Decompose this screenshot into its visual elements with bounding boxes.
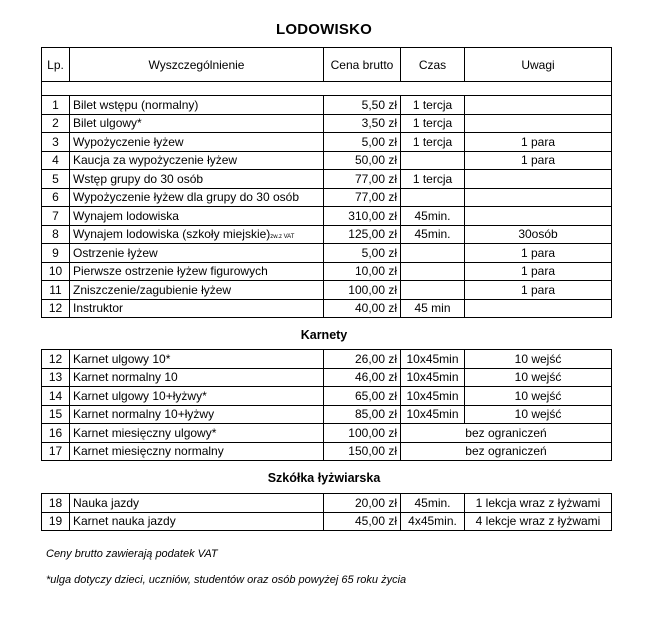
- time-cell: 1 tercja: [401, 96, 465, 115]
- price-cell: 3,50 zł: [324, 114, 401, 133]
- item-name: [70, 170, 324, 189]
- time-cell: [401, 262, 465, 281]
- item-label: Wypożyczenie łyżew dla grupy do 30 osób: [73, 190, 300, 205]
- header-price: Cena brutto: [324, 48, 401, 82]
- item-label: Pierwsze ostrzenie łyżew figurowych: [73, 264, 268, 279]
- table-row: [42, 133, 612, 152]
- notes-cell: 10 wejść: [465, 405, 612, 424]
- item-name: [70, 133, 324, 152]
- time-cell: [401, 244, 465, 263]
- price-cell: 10,00 zł: [324, 262, 401, 281]
- time-cell: [401, 281, 465, 300]
- price-cell: 85,00 zł: [324, 405, 401, 424]
- item-name: Karnet nauka jazdy: [70, 512, 324, 531]
- time-cell: 4x45min.: [401, 512, 465, 531]
- table-row: [42, 262, 612, 281]
- item-name: [70, 96, 324, 115]
- price-cell: 20,00 zł: [324, 494, 401, 513]
- item-name: [70, 207, 324, 226]
- header-notes: Uwagi: [465, 48, 612, 82]
- item-label: Wstęp grupy do 30 osób: [73, 171, 204, 186]
- table-row: [42, 244, 612, 263]
- row-number: 2: [42, 114, 70, 133]
- row-number: 3: [42, 133, 70, 152]
- notes-cell: [465, 299, 612, 318]
- row-number: 16: [42, 424, 70, 443]
- price-cell: 100,00 zł: [324, 281, 401, 300]
- price-table-school: [41, 493, 612, 531]
- item-label: Instruktor: [73, 301, 124, 316]
- section-title-school: Szkółka łyżwiarska: [267, 471, 381, 485]
- price-cell: 5,00 zł: [324, 133, 401, 152]
- notes-cell: 1 para: [465, 281, 612, 300]
- footnote-vat: Ceny brutto zawierają podatek VAT: [46, 548, 218, 560]
- row-number: 18: [42, 494, 70, 513]
- row-number: 17: [42, 442, 70, 461]
- item-name: Nauka jazdy: [70, 494, 324, 513]
- spacer-row: [42, 82, 612, 96]
- price-cell: 46,00 zł: [324, 368, 401, 387]
- notes-cell: [465, 188, 612, 207]
- notes-cell: 1 para: [465, 244, 612, 263]
- notes-cell: [465, 207, 612, 226]
- row-number: 13: [42, 368, 70, 387]
- notes-cell: 10 wejść: [465, 368, 612, 387]
- row-number: 8: [42, 225, 70, 244]
- notes-cell: [465, 114, 612, 133]
- row-number: 9: [42, 244, 70, 263]
- row-number: 6: [42, 188, 70, 207]
- time-cell: 45 min: [401, 299, 465, 318]
- item-name: [70, 151, 324, 170]
- time-cell: 45min.: [401, 225, 465, 244]
- item-label: Zniszczenie/zagubienie łyżew: [73, 282, 232, 297]
- item-name: Karnet ulgowy 10+łyżwy*: [70, 387, 324, 406]
- item-name: [70, 262, 324, 281]
- table-row: [42, 387, 612, 406]
- item-label: Wypożyczenie łyżew: [73, 134, 184, 149]
- time-cell: 1 tercja: [401, 170, 465, 189]
- notes-cell: 4 lekcje wraz z łyżwami: [465, 512, 612, 531]
- time-cell: 45min.: [401, 494, 465, 513]
- price-cell: 100,00 zł: [324, 424, 401, 443]
- row-number: 11: [42, 281, 70, 300]
- notes-cell: 1 para: [465, 262, 612, 281]
- price-cell: 65,00 zł: [324, 387, 401, 406]
- table-row: [42, 368, 612, 387]
- time-cell: [401, 188, 465, 207]
- table-row: [42, 170, 612, 189]
- table-row: [42, 114, 612, 133]
- notes-cell: bez ograniczeń: [401, 442, 612, 461]
- table-row: [42, 405, 612, 424]
- price-cell: 310,00 zł: [324, 207, 401, 226]
- header-lp: Lp.: [42, 48, 70, 82]
- table-row: [42, 424, 612, 443]
- vat-exempt-note: zw.z VAT: [270, 234, 295, 241]
- row-number: 1: [42, 96, 70, 115]
- table-row: [42, 281, 612, 300]
- table-row: [42, 188, 612, 207]
- item-label: Ostrzenie łyżew: [73, 245, 158, 260]
- notes-cell: 1 para: [465, 151, 612, 170]
- row-number: 12: [42, 350, 70, 369]
- item-name: [70, 244, 324, 263]
- item-name: [70, 281, 324, 300]
- item-label: Wynajem lodowiska: [73, 208, 179, 223]
- notes-cell: 10 wejść: [465, 350, 612, 369]
- notes-cell: [465, 96, 612, 115]
- row-number: 14: [42, 387, 70, 406]
- header-item: Wyszczególnienie: [70, 48, 324, 82]
- row-number: 19: [42, 512, 70, 531]
- footnote-discount: *ulga dotyczy dzieci, uczniów, studentów oraz osób powyżej 65 roku życia: [46, 574, 407, 586]
- time-cell: 10x45min: [401, 350, 465, 369]
- time-cell: 45min.: [401, 207, 465, 226]
- header-time: Czas: [401, 48, 465, 82]
- item-name: [70, 188, 324, 207]
- item-label: Kaucja za wypożyczenie łyżew: [73, 153, 238, 168]
- notes-cell: 10 wejść: [465, 387, 612, 406]
- price-cell: 5,00 zł: [324, 244, 401, 263]
- table-row: [42, 225, 612, 244]
- price-cell: 5,50 zł: [324, 96, 401, 115]
- price-cell: 77,00 zł: [324, 188, 401, 207]
- row-number: 7: [42, 207, 70, 226]
- notes-cell: [465, 170, 612, 189]
- price-table-main: [41, 47, 612, 318]
- table-row: [42, 96, 612, 115]
- notes-cell: 1 para: [465, 133, 612, 152]
- price-cell: 150,00 zł: [324, 442, 401, 461]
- item-name: Karnet miesięczny normalny: [70, 442, 324, 461]
- price-table-karnety: [41, 349, 612, 461]
- item-name: Karnet normalny 10: [70, 368, 324, 387]
- time-cell: 10x45min: [401, 368, 465, 387]
- time-cell: 10x45min: [401, 387, 465, 406]
- item-name: Karnet normalny 10+łyżwy: [70, 405, 324, 424]
- item-name: Karnet miesięczny ulgowy*: [70, 424, 324, 443]
- item-name: [70, 299, 324, 318]
- item-label: Bilet ulgowy*: [73, 116, 142, 131]
- table-row: [42, 299, 612, 318]
- time-cell: [401, 151, 465, 170]
- price-cell: 50,00 zł: [324, 151, 401, 170]
- page-title: LODOWISKO: [276, 21, 372, 38]
- time-cell: 10x45min: [401, 405, 465, 424]
- row-number: 15: [42, 405, 70, 424]
- table-row: [42, 350, 612, 369]
- table-row: [42, 151, 612, 170]
- time-cell: 1 tercja: [401, 114, 465, 133]
- section-title-karnety: Karnety: [300, 328, 348, 342]
- table-row: [42, 494, 612, 513]
- table-header-row: [42, 48, 612, 82]
- spacer-cell: [42, 82, 612, 96]
- item-label: Wynajem lodowiska (szkoły miejskie): [73, 227, 271, 242]
- notes-cell: bez ograniczeń: [401, 424, 612, 443]
- price-cell: 77,00 zł: [324, 170, 401, 189]
- price-cell: 40,00 zł: [324, 299, 401, 318]
- time-cell: 1 tercja: [401, 133, 465, 152]
- price-cell: 45,00 zł: [324, 512, 401, 531]
- row-number: 10: [42, 262, 70, 281]
- item-label: Bilet wstępu (normalny): [73, 97, 199, 112]
- item-name: Karnet ulgowy 10*: [70, 350, 324, 369]
- price-cell: 26,00 zł: [324, 350, 401, 369]
- item-name: [70, 114, 324, 133]
- row-number: 4: [42, 151, 70, 170]
- item-name: [70, 225, 324, 244]
- table-row: [42, 442, 612, 461]
- price-cell: 125,00 zł: [324, 225, 401, 244]
- table-row: [42, 207, 612, 226]
- notes-cell: 1 lekcja wraz z łyżwami: [465, 494, 612, 513]
- table-row: [42, 512, 612, 531]
- row-number: 12: [42, 299, 70, 318]
- notes-cell: 30osób: [465, 225, 612, 244]
- row-number: 5: [42, 170, 70, 189]
